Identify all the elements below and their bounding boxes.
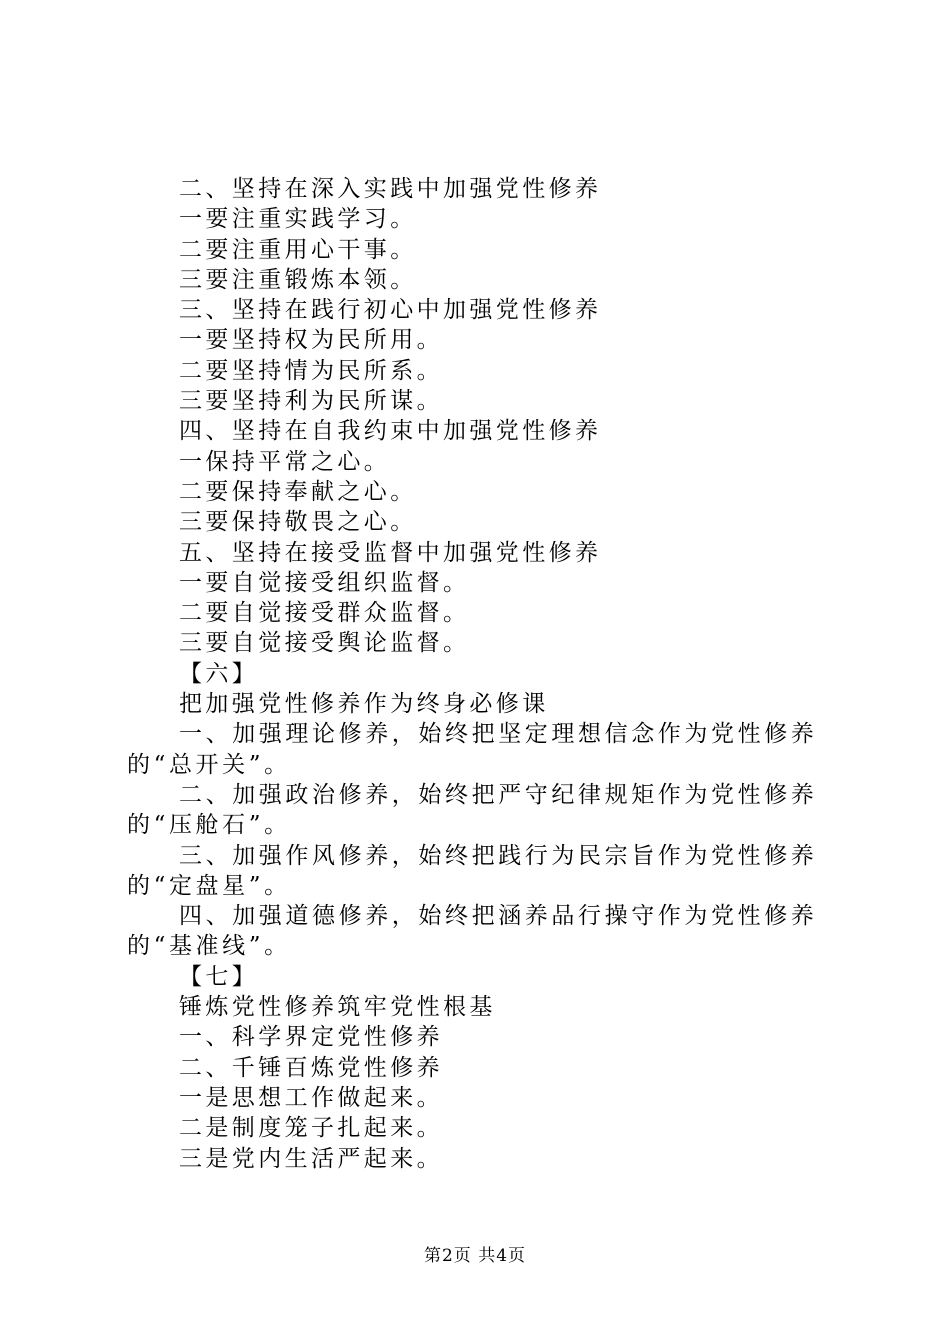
section-heading: 一、科学界定党性修养 bbox=[179, 1024, 443, 1051]
part-marker-6: 【六】 bbox=[179, 660, 259, 687]
paragraph: 三、加强作风修养，始终把践行为民宗旨作为党性修养的“定盘星”。 bbox=[127, 842, 818, 899]
section-heading: 二、千锤百炼党性修养 bbox=[179, 1054, 443, 1081]
section-heading-4: 四、坚持在自我约束中加强党性修养 bbox=[179, 418, 602, 445]
part-marker-7: 【七】 bbox=[179, 963, 259, 990]
text-line: 二要保持奉献之心。 bbox=[179, 478, 417, 505]
text-line: 二要注重用心干事。 bbox=[179, 236, 417, 263]
part-title-6: 把加强党性修养作为终身必修课 bbox=[179, 691, 549, 718]
paragraph: 二、加强政治修养，始终把严守纪律规矩作为党性修养的“压舱石”。 bbox=[127, 781, 818, 839]
section-heading-3: 三、坚持在践行初心中加强党性修养 bbox=[179, 297, 602, 324]
text-line: 二要坚持情为民所系。 bbox=[179, 357, 443, 384]
text-line: 二是制度笼子扎起来。 bbox=[179, 1115, 443, 1142]
text-line: 一要坚持权为民所用。 bbox=[179, 327, 443, 354]
text-line: 三要保持敬畏之心。 bbox=[179, 509, 417, 536]
paragraph: 四、加强道德修养，始终把涵养品行操守作为党性修养的“基准线”。 bbox=[127, 903, 818, 960]
section-heading-5: 五、坚持在接受监督中加强党性修养 bbox=[179, 539, 602, 566]
document-body bbox=[127, 174, 837, 1174]
paragraph: 一、加强理论修养，始终把坚定理想信念作为党性修养的“总开关”。 bbox=[127, 721, 818, 778]
text-line: 一保持平常之心。 bbox=[179, 448, 391, 475]
text-line: 三是党内生活严起来。 bbox=[179, 1145, 443, 1172]
text-line: 一是思想工作做起来。 bbox=[179, 1084, 443, 1111]
text-line: 一要注重实践学习。 bbox=[179, 206, 417, 233]
page-number-footer: 第2页 共4页 bbox=[423, 1246, 527, 1266]
part-title-7: 锤炼党性修养筑牢党性根基 bbox=[179, 994, 496, 1021]
text-line: 二要自觉接受群众监督。 bbox=[179, 600, 470, 627]
text-line: 三要注重锻炼本领。 bbox=[179, 266, 417, 293]
text-line: 三要自觉接受舆论监督。 bbox=[179, 630, 470, 657]
text-line: 一要自觉接受组织监督。 bbox=[179, 569, 470, 596]
section-heading-2: 二、坚持在深入实践中加强党性修养 bbox=[179, 176, 602, 202]
text-line: 三要坚持利为民所谋。 bbox=[179, 388, 443, 415]
